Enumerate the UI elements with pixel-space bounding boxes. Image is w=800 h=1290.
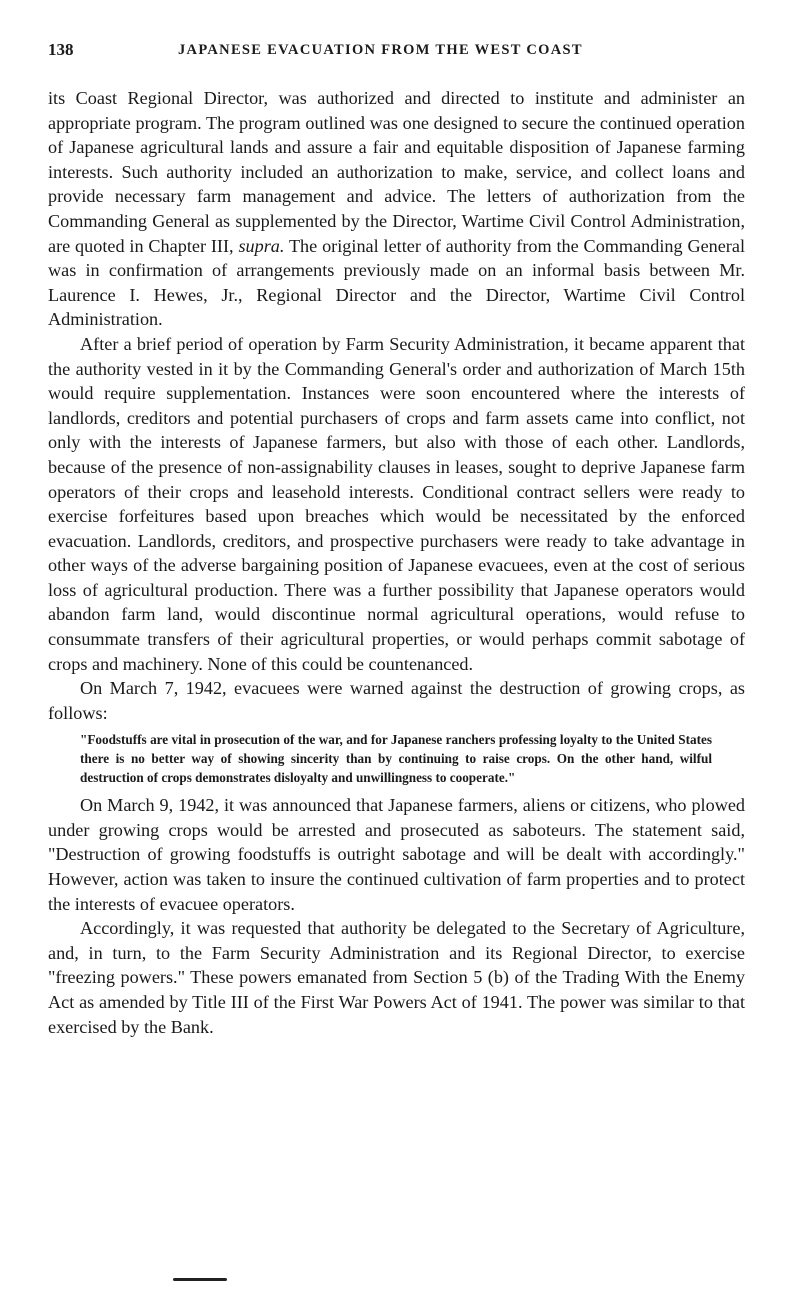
paragraph-1 bbox=[48, 86, 745, 332]
paragraph-1-text-a: its Coast Regional Director, was authorized and directed to institute and administer an appropriate program. The program outlined was one designed to secure the continued operation of Japanese agricultural lands and assure a fair and equitable disposition of Japanese farming interests. Such authority included an authorization to make, service, and collect loans and provide necessary farm management and advice. The letters of authorization from the Commanding General as supplemented by the Director, Wartime Civil Control Administration, are quoted in Chapter III, bbox=[48, 88, 745, 256]
page-header bbox=[48, 40, 748, 66]
supra-italic: supra. bbox=[238, 235, 285, 256]
paragraph-5: Accordingly, it was requested that authority be delegated to the Secretary of Agriculture, and, in turn, to the Farm Security Administration and its Regional Director, to exercise "freezing powers." These powers emanated from Section 5 (b) of the Trading With the Enemy Act as amended by Title III of the First War Powers Act of 1941. The power was similar to that exercised by the Bank. bbox=[48, 918, 745, 1037]
bottom-mark bbox=[173, 1278, 227, 1281]
running-title: JAPANESE EVACUATION FROM THE WEST COAST bbox=[178, 42, 583, 58]
paragraph-3: On March 7, 1942, evacuees were warned against the destruction of growing crops, as follows: bbox=[48, 678, 745, 723]
block-quote: "Foodstuffs are vital in prosecution of the war, and for Japanese ranchers professing loyalty to the United States there is no better way of showing sincerity than by continuing to raise crops. On the other hand, wilful destruction of crops demonstrates disloyalty and unwillingness to cooperate." bbox=[80, 732, 712, 785]
page-number: 138 bbox=[48, 40, 74, 59]
body-text bbox=[48, 86, 745, 1039]
paragraph-4: On March 9, 1942, it was announced that Japanese farmers, aliens or citizens, who plowed under growing crops would be arrested and prosecuted as saboteurs. The statement said, "Destruction of growing foodstuffs is outright sabotage and will be dealt with accordingly." However, action was taken to insure the continued cultivation of farm properties and to protect the interests of evacuee operators. bbox=[48, 795, 745, 914]
paragraph-2: After a brief period of operation by Farm Security Administration, it became apparent that the authority vested in it by the Commanding General's order and authorization of March 15th would require supplementation. Instances were soon encountered where the interests of landlords, creditors and potential purchasers of crops and farm assets came into conflict, not only with the interests of Japanese farmers, but also with those of each other. Landlords, because of the presence of non-assignability clauses in leases, sought to deprive Japanese farm operators of their crops and leasehold interests. Conditional contract sellers were ready to exercise forfeitures based upon breaches which would be necessitated by the enforced evacuation. Landlords, creditors, and prospective purchasers were ready to take advantage in other ways of the adverse bargaining position of Japanese evacuees, even at the cost of serious loss of agricultural production. There was a further possibility that Japanese operators would abandon farm land, would discontinue normal agricultural operations, would refuse to consummate transfers of their agricultural properties, or would perhaps commit sabotage of crops and machinery. None of this could be countenanced. bbox=[48, 333, 745, 674]
paragraph-1-text-b: The original letter of authority from the Commanding General was in confirmation of arrangements previously made on an informal basis between Mr. Laurence I. Hewes, Jr., Regional Director and the Director, Wartime Civil Control Administration. bbox=[48, 235, 745, 330]
